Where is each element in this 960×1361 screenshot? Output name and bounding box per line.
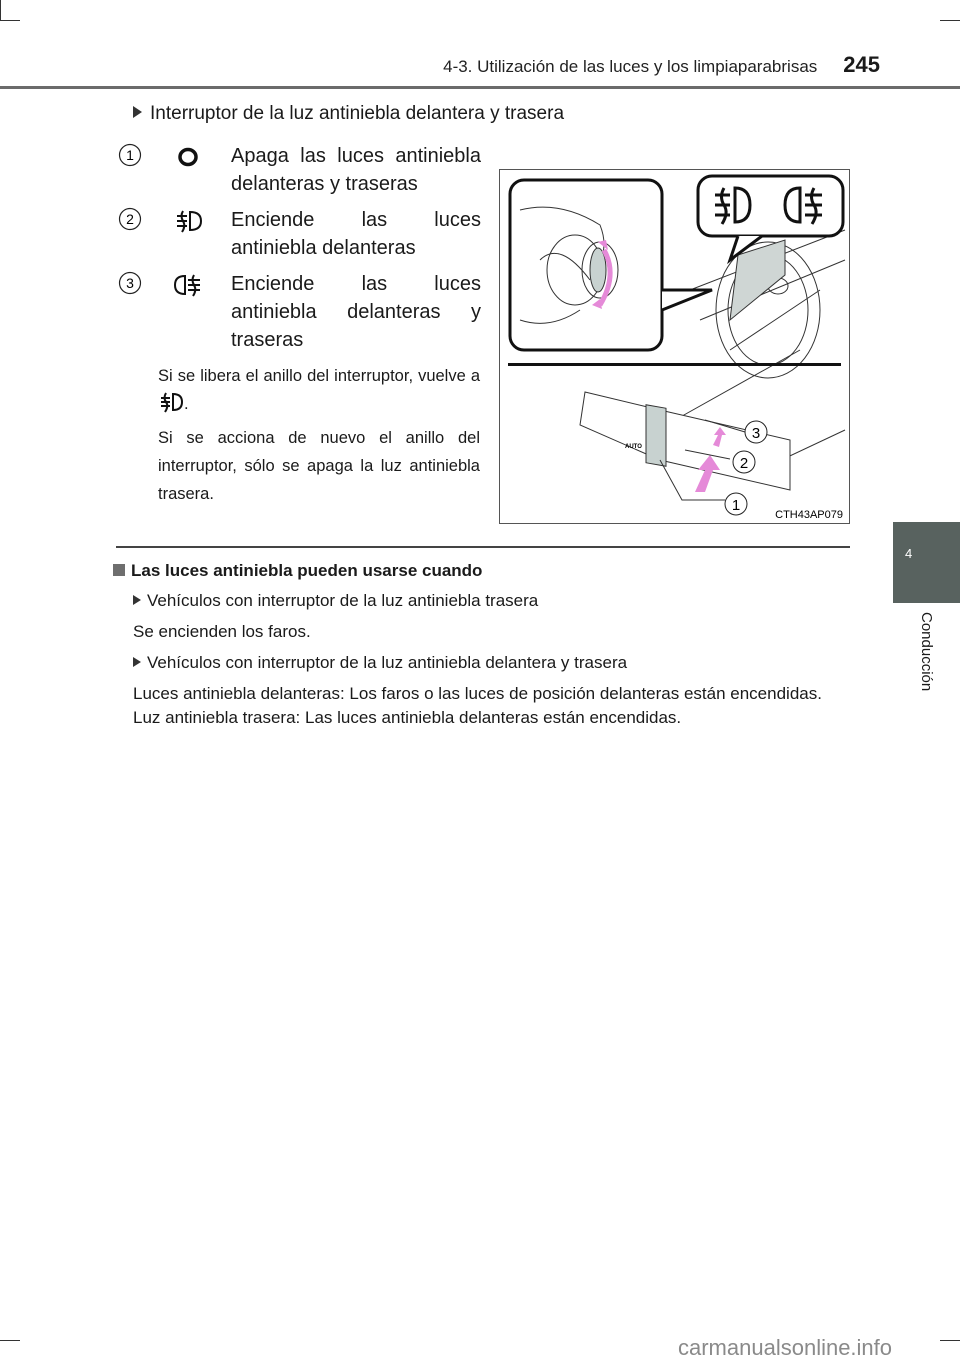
callout-3 xyxy=(745,421,767,443)
chapter-label: Conducción xyxy=(918,612,935,692)
list-item xyxy=(118,206,485,262)
front-fog-icon xyxy=(173,208,203,234)
svg-text:1: 1 xyxy=(126,147,134,163)
crop-mark xyxy=(940,20,960,21)
svg-text:2: 2 xyxy=(739,455,749,472)
case1-text: Se encienden los faros. xyxy=(133,622,311,641)
svg-text:3: 3 xyxy=(751,425,761,442)
svg-text:2: 2 xyxy=(126,211,134,227)
section-title: 4-3. Utilización de las luces y los limpiaparabrisas xyxy=(443,57,818,76)
chapter-number: 4 xyxy=(905,546,913,561)
page-header xyxy=(443,52,880,78)
release-note-text: Si se libera el anillo del interruptor, vuelve a xyxy=(158,367,480,385)
crop-mark xyxy=(0,1340,20,1341)
watermark: carmanualsonline.info xyxy=(678,1335,893,1360)
fog-switch-body xyxy=(113,142,853,524)
list-item xyxy=(118,142,485,198)
figure-code: CTH43AP079 xyxy=(775,509,843,521)
case2-text-front: Luces antiniebla delanteras: Los faros o las luces de posición delanteras están encendidas. xyxy=(133,684,822,703)
svg-text:1: 1 xyxy=(731,497,741,514)
case1-heading xyxy=(133,589,853,613)
conditions-heading-text: Las luces antiniebla pueden usarse cuando xyxy=(131,561,483,580)
header-divider xyxy=(0,86,960,89)
crop-mark xyxy=(940,1340,960,1341)
triangle-bullet-icon xyxy=(133,595,141,605)
repeat-note: Si se acciona de nuevo el anillo del interruptor, sólo se apaga la luz antiniebla trasera. xyxy=(158,429,480,503)
case2-heading xyxy=(133,651,853,675)
item-text: Apaga las luces antiniebla delanteras y traseras xyxy=(231,145,481,195)
illustration-drawing xyxy=(500,170,849,523)
conditions-heading xyxy=(113,560,853,582)
triangle-bullet-icon xyxy=(133,106,142,118)
svg-text:3: 3 xyxy=(126,275,134,291)
page-content xyxy=(113,102,853,730)
callout-1 xyxy=(725,493,747,515)
rear-fog-icon xyxy=(173,272,203,298)
front-fog-icon xyxy=(158,391,184,413)
case2-heading-text: Vehículos con interruptor de la luz antiniebla delantera y trasera xyxy=(147,653,628,672)
circled-number-2-icon xyxy=(118,207,142,231)
crop-mark xyxy=(0,0,1,20)
fog-switch-heading-text: Interruptor de la luz antiniebla delantera y trasera xyxy=(150,103,565,124)
fog-switch-list xyxy=(113,142,485,524)
circled-number-3-icon xyxy=(118,271,142,295)
zoom-bubble xyxy=(510,180,662,350)
item-text: Enciende las luces antiniebla delanteras y traseras xyxy=(231,273,481,351)
fog-switch-illustration xyxy=(499,169,850,524)
auto-label: AUTO xyxy=(625,444,642,450)
square-bullet-icon xyxy=(113,564,125,576)
item-text: Enciende las luces antiniebla delanteras xyxy=(231,209,481,259)
release-note xyxy=(158,362,480,418)
section-divider xyxy=(116,546,850,548)
circled-number-1-icon xyxy=(118,143,142,167)
crop-mark xyxy=(0,20,20,21)
case1-heading-text: Vehículos con interruptor de la luz antiniebla trasera xyxy=(147,591,539,610)
release-note-end: . xyxy=(184,395,189,413)
chapter-tab xyxy=(893,522,960,603)
fog-off-icon xyxy=(173,144,203,170)
case2-text-rear: Luz antiniebla trasera: Las luces antiniebla delanteras están encendidas. xyxy=(133,708,682,727)
fog-switch-heading xyxy=(133,102,853,126)
callout-2 xyxy=(733,451,755,473)
page-number: 245 xyxy=(843,52,880,77)
triangle-bullet-icon xyxy=(133,657,141,667)
list-item xyxy=(118,270,485,354)
